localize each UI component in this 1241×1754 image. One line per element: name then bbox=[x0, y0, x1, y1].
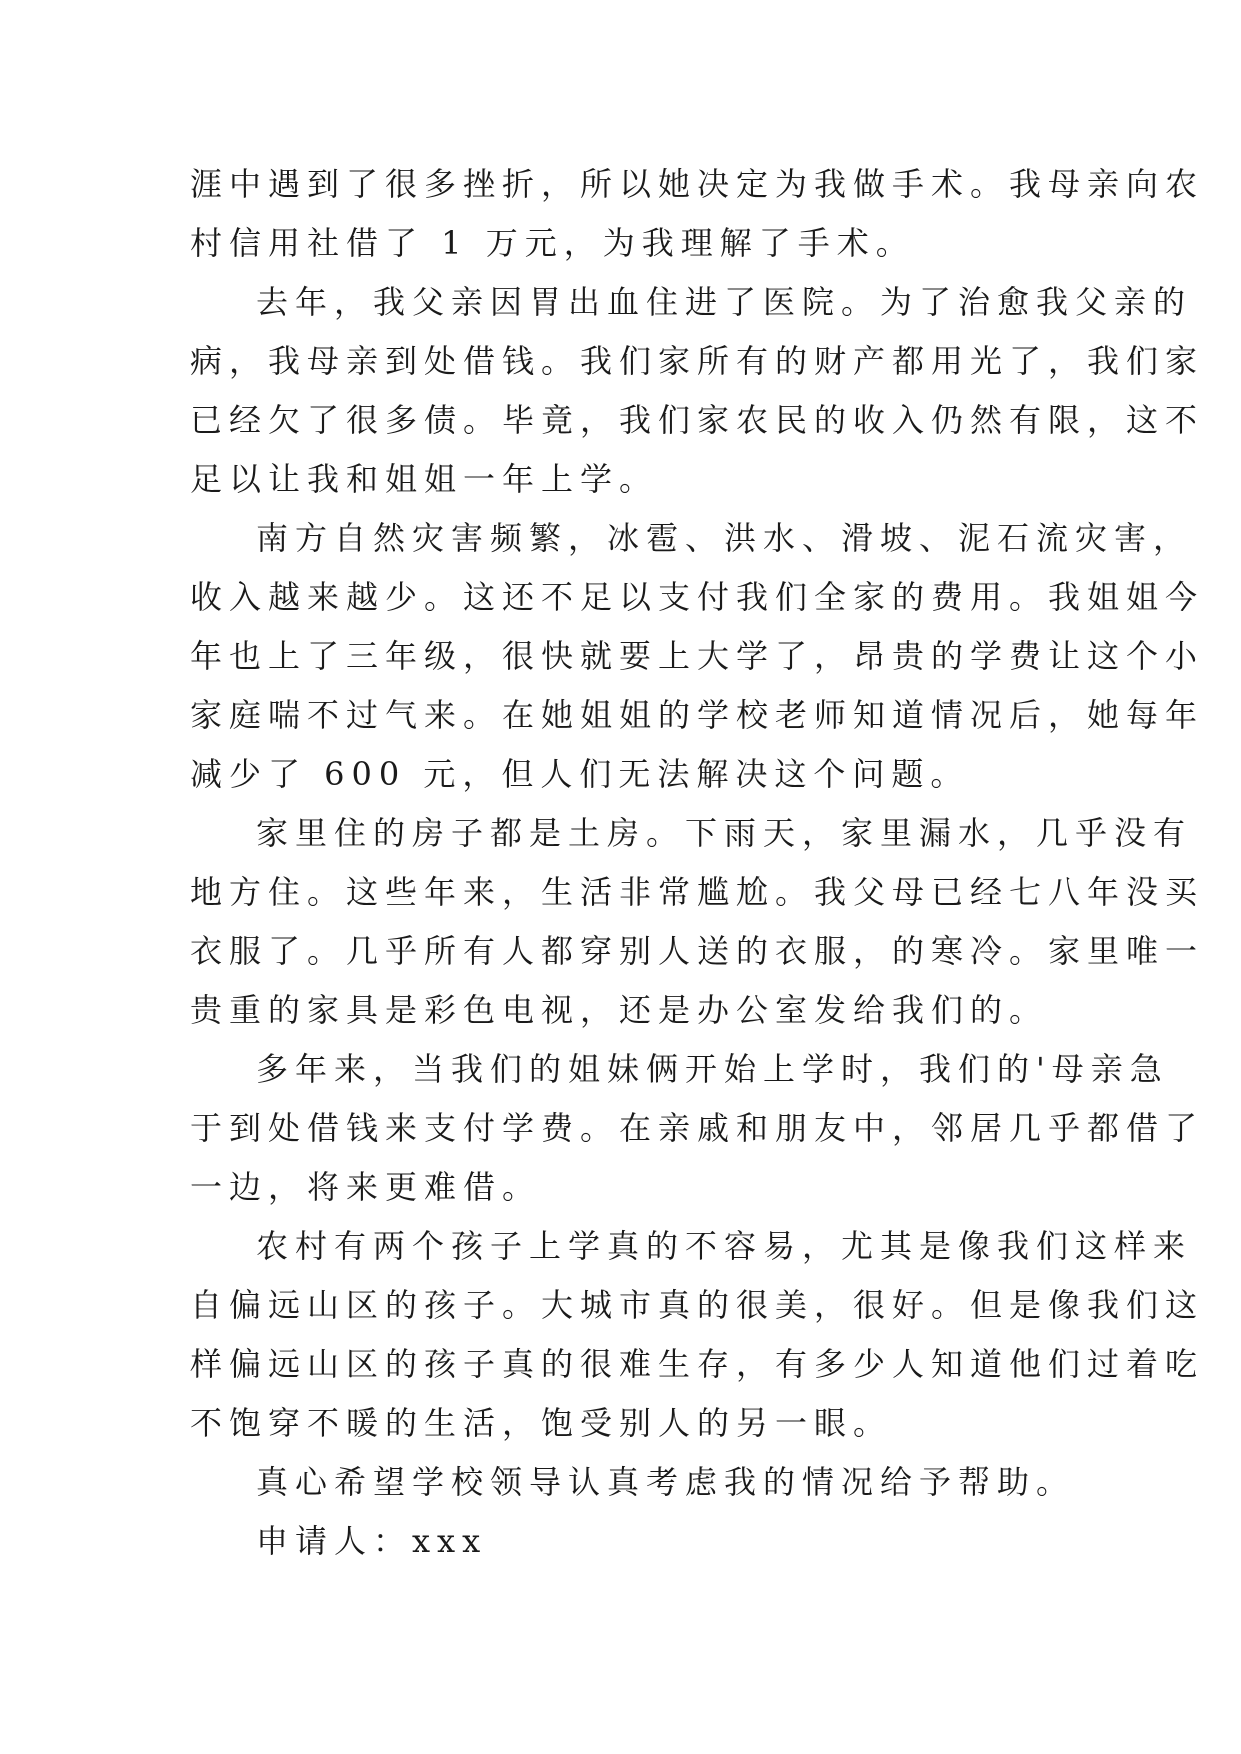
text-line: 村信用社借了 1 万元，为我理解了手术。 bbox=[190, 224, 915, 262]
text-line: 病，我母亲到处借钱。我们家所有的财产都用光了，我们家 bbox=[190, 342, 1205, 380]
text-line: 已经欠了很多债。毕竟，我们家农民的收入仍然有限，这不 bbox=[190, 401, 1205, 439]
text-line: 地方住。这些年来，生活非常尴尬。我父母已经七八年没买 bbox=[190, 873, 1205, 911]
text-line: 足以让我和姐姐一年上学。 bbox=[190, 460, 659, 498]
text-line: 涯中遇到了很多挫折，所以她决定为我做手术。我母亲向农 bbox=[190, 165, 1205, 203]
text-line: 减少了 600 元，但人们无法解决这个问题。 bbox=[190, 755, 970, 793]
text-line: 自偏远山区的孩子。大城市真的很美，很好。但是像我们这 bbox=[190, 1286, 1205, 1324]
text-line: 衣服了。几乎所有人都穿别人送的衣服，的寒冷。家里唯一 bbox=[190, 932, 1205, 970]
text-line: 农村有两个孩子上学真的不容易，尤其是像我们这样来 bbox=[256, 1227, 1193, 1265]
text-line: 贵重的家具是彩色电视，还是办公室发给我们的。 bbox=[190, 991, 1049, 1029]
text-line: 一边，将来更难借。 bbox=[190, 1168, 542, 1206]
text-line: 家里住的房子都是土房。下雨天，家里漏水，几乎没有 bbox=[256, 814, 1193, 852]
text-line: 样偏远山区的孩子真的很难生存，有多少人知道他们过着吃 bbox=[190, 1345, 1205, 1383]
text-line: 南方自然灾害频繁，冰雹、洪水、滑坡、泥石流灾害， bbox=[256, 519, 1193, 557]
text-line: 申请人：xxx bbox=[256, 1522, 488, 1560]
text-line: 多年来，当我们的姐妹俩开始上学时，我们的'母亲急 bbox=[256, 1050, 1169, 1088]
text-line: 收入越来越少。这还不足以支付我们全家的费用。我姐姐今 bbox=[190, 578, 1205, 616]
document-body bbox=[190, 155, 1205, 1571]
text-line: 家庭喘不过气来。在她姐姐的学校老师知道情况后，她每年 bbox=[190, 696, 1205, 734]
text-line: 真心希望学校领导认真考虑我的情况给予帮助。 bbox=[256, 1463, 1076, 1501]
text-line: 不饱穿不暖的生活，饱受别人的另一眼。 bbox=[190, 1404, 893, 1442]
text-line: 去年，我父亲因胃出血住进了医院。为了治愈我父亲的 bbox=[256, 283, 1193, 321]
text-line: 于到处借钱来支付学费。在亲戚和朋友中，邻居几乎都借了 bbox=[190, 1109, 1205, 1147]
text-line: 年也上了三年级，很快就要上大学了，昂贵的学费让这个小 bbox=[190, 637, 1205, 675]
